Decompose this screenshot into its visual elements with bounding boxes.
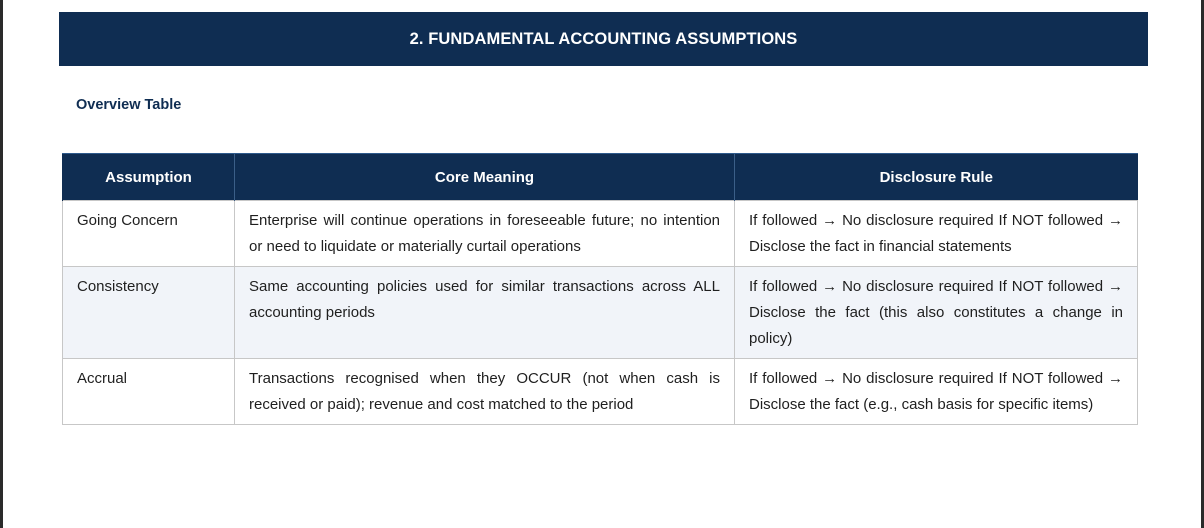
overview-table (62, 153, 1138, 425)
section-heading: Overview Table (76, 97, 182, 113)
core-meaning-cell: Transactions recognised when they OCCUR (not when cash is received or paid); revenue and cost matched to the period (235, 359, 735, 425)
assumption-cell: Going Concern (63, 201, 235, 267)
assumption-cell: Accrual (63, 359, 235, 425)
section-banner (59, 12, 1148, 66)
assumption-cell: Consistency (63, 267, 235, 359)
core-meaning-cell: Same accounting policies used for similar transactions across ALL accounting periods (235, 267, 735, 359)
column-header-core-meaning: Core Meaning (235, 154, 735, 201)
disclosure-rule-cell: If followed → No disclosure required If NOT followed → Disclose the fact (this also constitutes a change in policy) (735, 267, 1138, 359)
core-meaning-cell: Enterprise will continue operations in foreseeable future; no intention or need to liquidate or materially curtail operations (235, 201, 735, 267)
document-page (3, 0, 1201, 528)
column-header-disclosure-rule: Disclosure Rule (735, 154, 1138, 201)
table-row (63, 267, 1138, 359)
table-header-row (63, 154, 1138, 201)
table-row (63, 201, 1138, 267)
disclosure-rule-cell: If followed → No disclosure required If NOT followed → Disclose the fact in financial statements (735, 201, 1138, 267)
column-header-assumption: Assumption (63, 154, 235, 201)
table-row (63, 359, 1138, 425)
banner-title: 2. FUNDAMENTAL ACCOUNTING ASSUMPTIONS (409, 29, 798, 48)
disclosure-rule-cell: If followed → No disclosure required If NOT followed → Disclose the fact (e.g., cash basis for specific items) (735, 359, 1138, 425)
